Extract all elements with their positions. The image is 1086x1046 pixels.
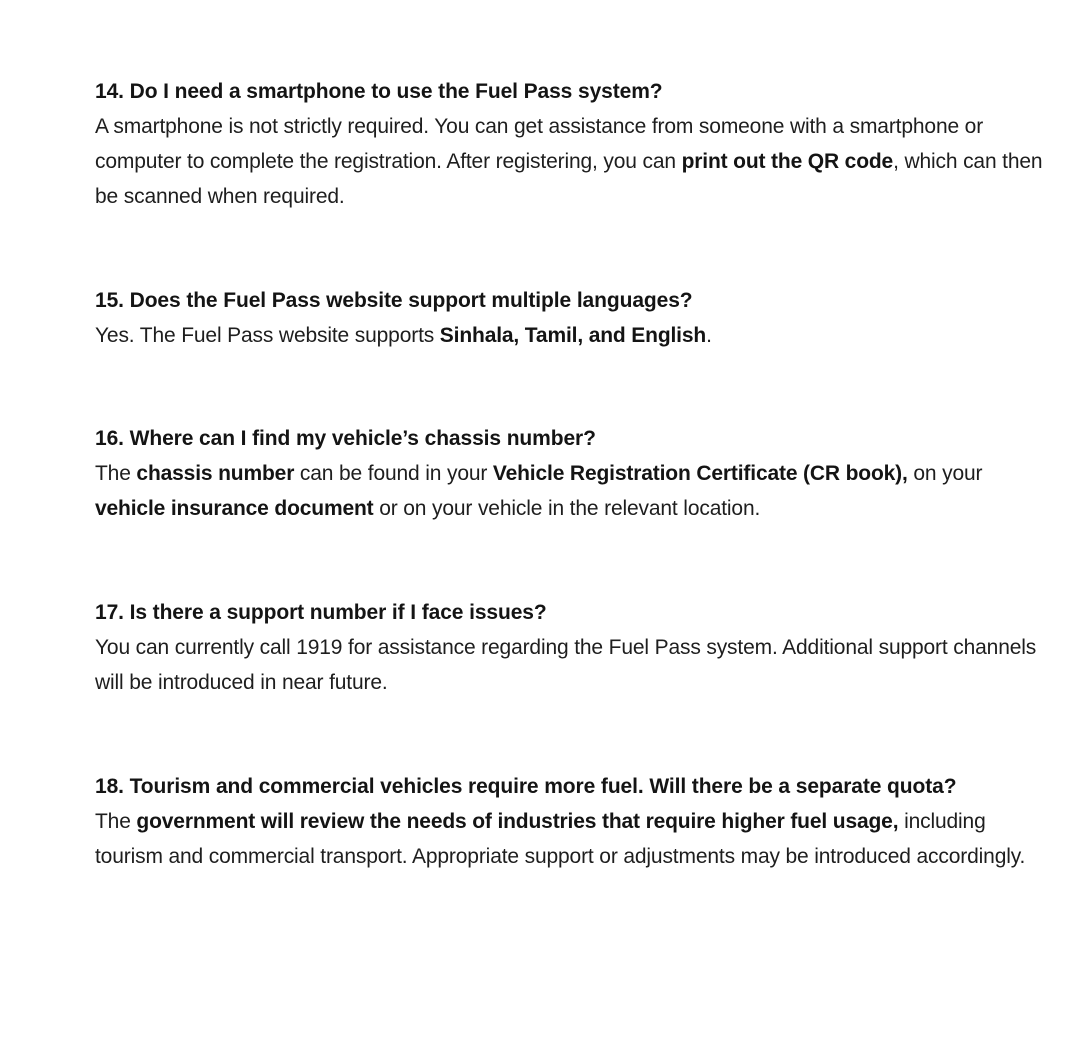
faq-answer: You can currently call 1919 for assistance regarding the Fuel Pass system. Additional support channels will be introduced in near future. xyxy=(95,636,1037,694)
faq-item-14 xyxy=(95,74,1055,214)
faq-question: 18. Tourism and commercial vehicles require more fuel. Will there be a separate quota? xyxy=(95,775,957,798)
faq-answer: The government will review the needs of industries that require higher fuel usage, including tourism and commercial transport. Appropriate support or adjustments may be introduced accordingly. xyxy=(95,810,1026,868)
answer-emphasis: Sinhala, Tamil, and English xyxy=(439,324,707,347)
faq-answer: Yes. The Fuel Pass website supports Sinhala, Tamil, and English. xyxy=(95,324,712,347)
faq-item-16 xyxy=(95,421,1055,526)
faq-answer: A smartphone is not strictly required. You can get assistance from someone with a smartphone or computer to complete the registration. After registering, you can print out the QR code, which can then be scanned when required. xyxy=(95,115,1043,208)
faq-answer: The chassis number can be found in your Vehicle Registration Certificate (CR book), on your vehicle insurance document or on your vehicle in the relevant location. xyxy=(95,462,983,520)
faq-item-15 xyxy=(95,283,712,353)
answer-emphasis: vehicle insurance document xyxy=(95,497,374,520)
faq-question: 17. Is there a support number if I face issues? xyxy=(95,601,547,624)
answer-emphasis: print out the QR code xyxy=(681,150,894,173)
faq-item-17 xyxy=(95,595,1055,700)
answer-emphasis: chassis number xyxy=(136,462,295,485)
faq-item-18 xyxy=(95,769,1055,874)
answer-emphasis: government will review the needs of industries that require higher fuel usage, xyxy=(136,810,899,833)
faq-question: 14. Do I need a smartphone to use the Fuel Pass system? xyxy=(95,80,663,103)
answer-emphasis: Vehicle Registration Certificate (CR book), xyxy=(492,462,908,485)
faq-question: 16. Where can I find my vehicle’s chassis number? xyxy=(95,427,596,450)
faq-question: 15. Does the Fuel Pass website support multiple languages? xyxy=(95,289,693,312)
